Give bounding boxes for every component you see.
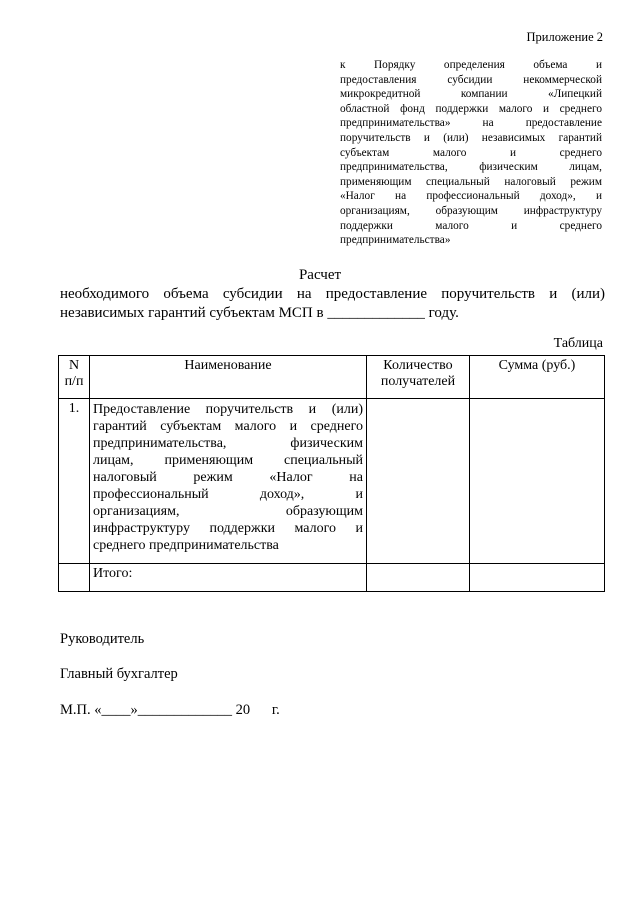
subtitle-line: необходимого объема субсидии на предоставление поручительств и (или) (60, 286, 605, 302)
description-line: инфраструктуру поддержки малого и (93, 521, 363, 536)
row-description (90, 399, 367, 564)
appendix-reference (340, 58, 602, 248)
description-line: среднего предпринимательства (93, 538, 279, 553)
intro-line: микрокредитной компании «Липецкий (340, 88, 602, 101)
table-header-row (59, 356, 605, 399)
head-signature-label: Руководитель (60, 631, 145, 647)
intro-line: предоставления субсидии некоммерческой (340, 73, 602, 86)
intro-line: поддержки малого и среднего (340, 219, 602, 232)
row-count-cell (367, 399, 470, 564)
intro-line: организациям, образующим инфраструктуру (340, 204, 602, 217)
total-num-cell (59, 564, 90, 592)
subtitle-line: независимых гарантий субъектам МСП в _____________ году. (60, 305, 459, 321)
subsidy-table (58, 355, 605, 592)
header-count: Количество получателей (367, 356, 470, 399)
row-num: 1. (59, 399, 90, 564)
table-label: Таблица (553, 336, 603, 351)
appendix-label: Приложение 2 (526, 30, 603, 44)
table-row (59, 399, 605, 564)
total-sum-cell (470, 564, 605, 592)
row-sum-cell (470, 399, 605, 564)
header-num: N п/п (59, 356, 90, 399)
header-sum: Сумма (руб.) (470, 356, 605, 399)
intro-line: к Порядку определения объема и (340, 59, 602, 71)
total-count-cell (367, 564, 470, 592)
intro-line: поручительств и (или) независимых гарантий (340, 131, 602, 144)
intro-line: областной фонд поддержки малого и среднего (340, 102, 602, 115)
intro-line: субъектам малого и среднего (340, 146, 602, 159)
description-line: гарантий субъектам малого и среднего (93, 419, 363, 434)
total-label: Итого: (90, 564, 367, 592)
description-line: налоговый режим «Налог на (93, 470, 363, 485)
accountant-signature-label: Главный бухгалтер (60, 666, 178, 682)
description-line: организациям, образующим (93, 504, 363, 519)
description-line: предпринимательства, физическим (93, 436, 363, 451)
intro-line: предпринимательства» на предоставление (340, 117, 602, 130)
document-title: Расчет (298, 267, 342, 283)
intro-line: «Налог на профессиональный доход», и (340, 190, 602, 203)
header-name: Наименование (90, 356, 367, 399)
stamp-date-line: М.П. «____»_____________ 20 г. (60, 702, 280, 718)
description-line: лицам, применяющим специальный (93, 453, 363, 468)
intro-line: предпринимательства» (340, 234, 451, 247)
intro-line: предпринимательства, физическим лицам, (340, 161, 602, 174)
table-total-row (59, 564, 605, 592)
document-subtitle (60, 285, 605, 323)
intro-line: применяющим специальный налоговый режим (340, 175, 602, 188)
description-line: Предоставление поручительств и (или) (93, 402, 363, 417)
description-line: профессиональный доход», и (93, 487, 363, 502)
